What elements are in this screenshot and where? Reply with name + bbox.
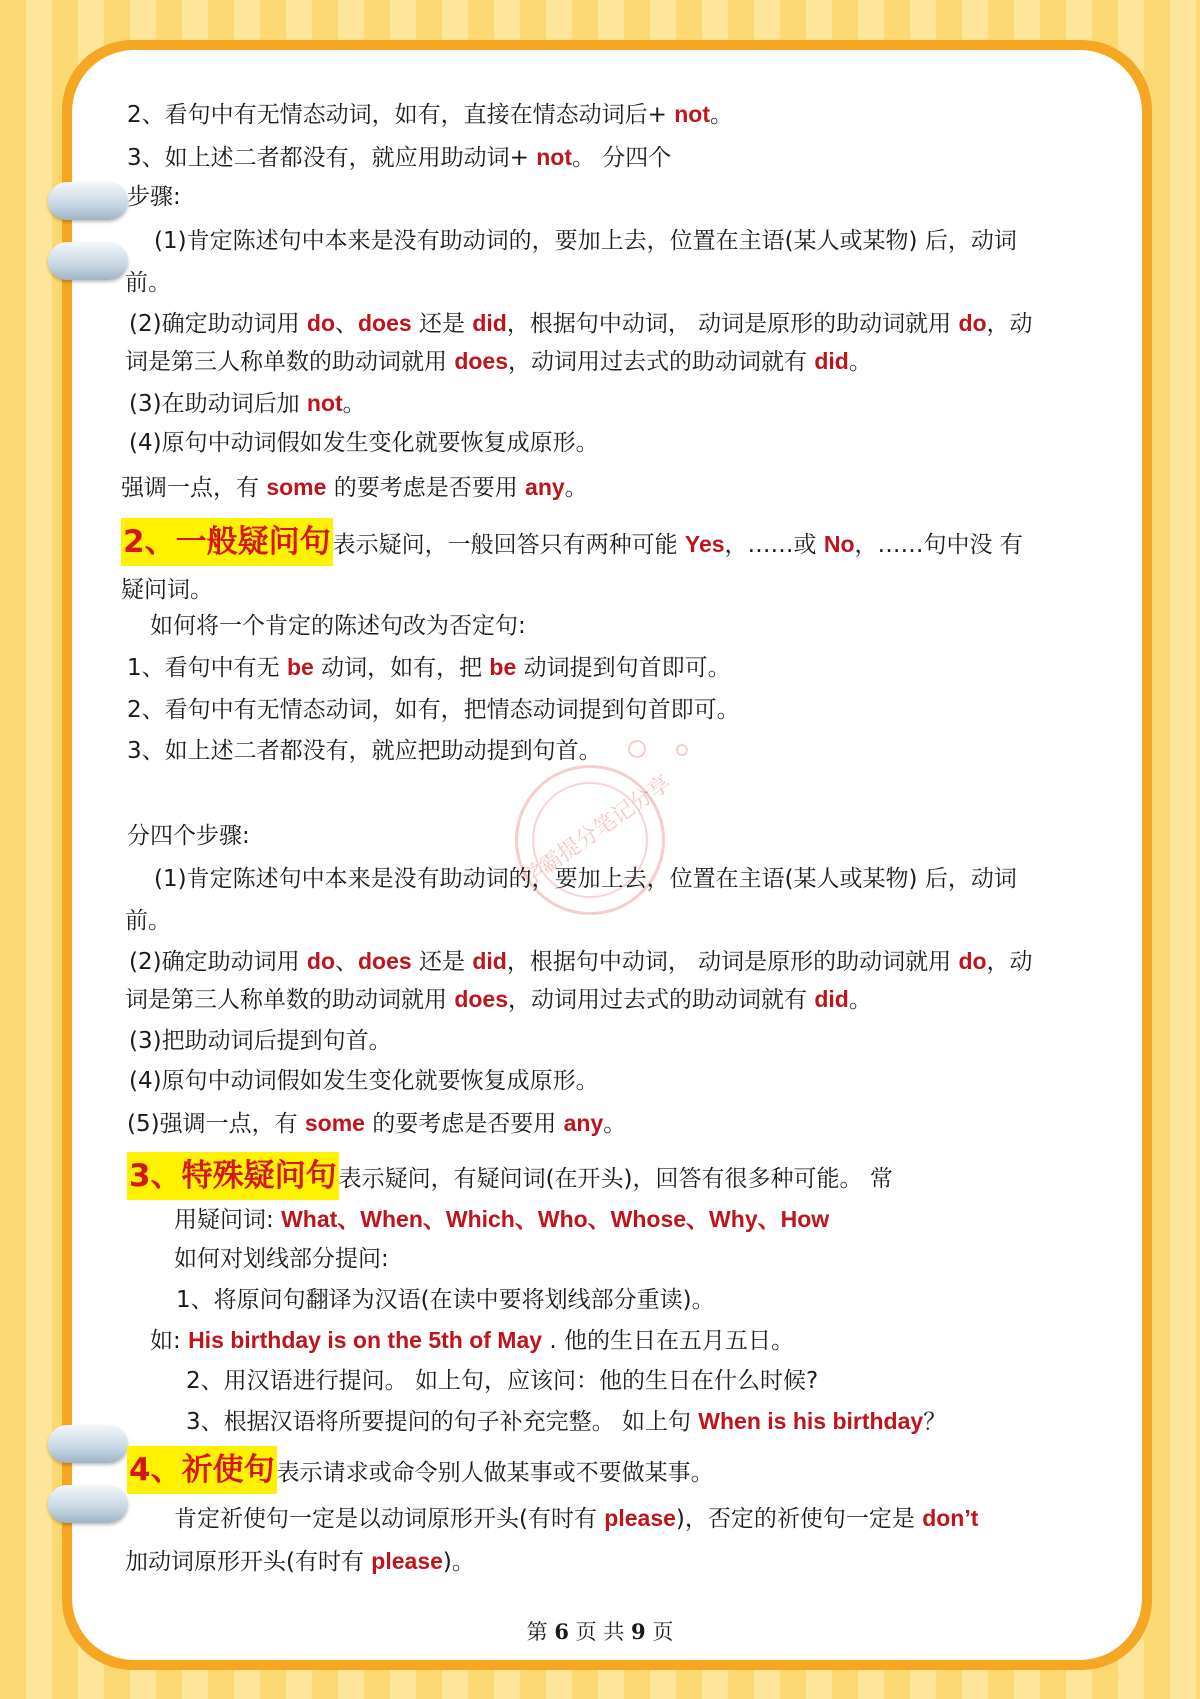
section-heading-line: 2、一般疑问句表示疑问，一般回答只有两种可能 Yes，……或 No，……句中没 有: [121, 518, 1023, 566]
text-line: 2、用汉语进行提问。 如上句，应该问：他的生日在什么时候?: [186, 1368, 819, 1394]
section-heading-line: 3、特殊疑问句表示疑问，有疑问词(在开头)，回答有很多种可能。 常: [127, 1152, 893, 1200]
text-line: (4)原句中动词假如发生变化就要恢复成原形。: [129, 430, 599, 456]
text-line: 词是第三人称单数的助动词就用 does，动词用过去式的助动词就有 did。: [125, 986, 872, 1013]
text-line: 前。: [125, 908, 171, 934]
section-heading-line: 4、祈使句表示请求或命令别人做某事或不要做某事。: [127, 1446, 714, 1494]
text-line: (4)原句中动词假如发生变化就要恢复成原形。: [129, 1068, 599, 1094]
watermark-text: 学霸提分笔记分享: [517, 770, 676, 893]
text-line: 词是第三人称单数的助动词就用 does，动词用过去式的助动词就有 did。: [125, 348, 872, 375]
text-line: 如: His birthday is on the 5th of May . 他的生日在五月五日。: [150, 1327, 794, 1354]
text-line: 疑问词。: [121, 577, 213, 603]
text-line: 前。: [125, 270, 171, 296]
text-line: 强调一点，有 some 的要考虑是否要用 any。: [121, 474, 588, 501]
section-heading: 2、一般疑问句: [121, 518, 333, 566]
section-heading: 3、特殊疑问句: [127, 1152, 339, 1200]
text-line: 3、如上述二者都没有，就应把助动提到句首。: [127, 738, 602, 764]
text-line: 1、看句中有无 be 动词，如有，把 be 动词提到句首即可。: [127, 654, 731, 681]
text-line: 肯定祈使句一定是以动词原形开头(有时有 please)，否定的祈使句一定是 don’t: [174, 1505, 979, 1532]
text-line: (1)肯定陈述句中本来是没有助动词的，要加上去，位置在主语(某人或某物) 后，动词: [154, 228, 1017, 254]
text-line: 2、看句中有无情态动词，如有，直接在情态动词后+ not。: [127, 101, 733, 128]
page-number: 第 6 页 共 9 页: [526, 1619, 674, 1644]
text-line: (1)肯定陈述句中本来是没有助动词的，要加上去，位置在主语(某人或某物) 后，动词: [154, 866, 1017, 892]
text-line: 步骤:: [127, 184, 181, 210]
text-line: 3、如上述二者都没有，就应用助动词+ not。 分四个: [127, 144, 672, 171]
text-line: 3、根据汉语将所要提问的句子补充完整。 如上句 When is his birthday？: [186, 1408, 947, 1435]
text-line: 分四个步骤:: [127, 823, 250, 849]
text-line: (3)在助动词后加 not。: [129, 390, 366, 417]
text-line: 2、看句中有无情态动词，如有，把情态动词提到句首即可。: [127, 697, 740, 723]
text-line: (2)确定助动词用 do、does 还是 did，根据句中动词， 动词是原形的助动词就用 do，动: [129, 948, 1033, 975]
text-line: (2)确定助动词用 do、does 还是 did，根据句中动词， 动词是原形的助动词就用 do，动: [129, 310, 1033, 337]
text-line: (3)把助动词后提到句首。: [129, 1028, 392, 1054]
text-line: (5)强调一点，有 some 的要考虑是否要用 any。: [127, 1110, 627, 1137]
text-line: 如何将一个肯定的陈述句改为否定句:: [150, 613, 526, 639]
section-heading: 4、祈使句: [127, 1446, 277, 1494]
text-line: 用疑问词: What、When、Which、Who、Whose、Why、How: [174, 1206, 830, 1233]
text-line: 如何对划线部分提问:: [174, 1246, 389, 1272]
text-line: 1、将原问句翻译为汉语(在读中要将划线部分重读)。: [176, 1287, 715, 1313]
text-line: 加动词原形开头(有时有 please)。: [125, 1548, 475, 1575]
